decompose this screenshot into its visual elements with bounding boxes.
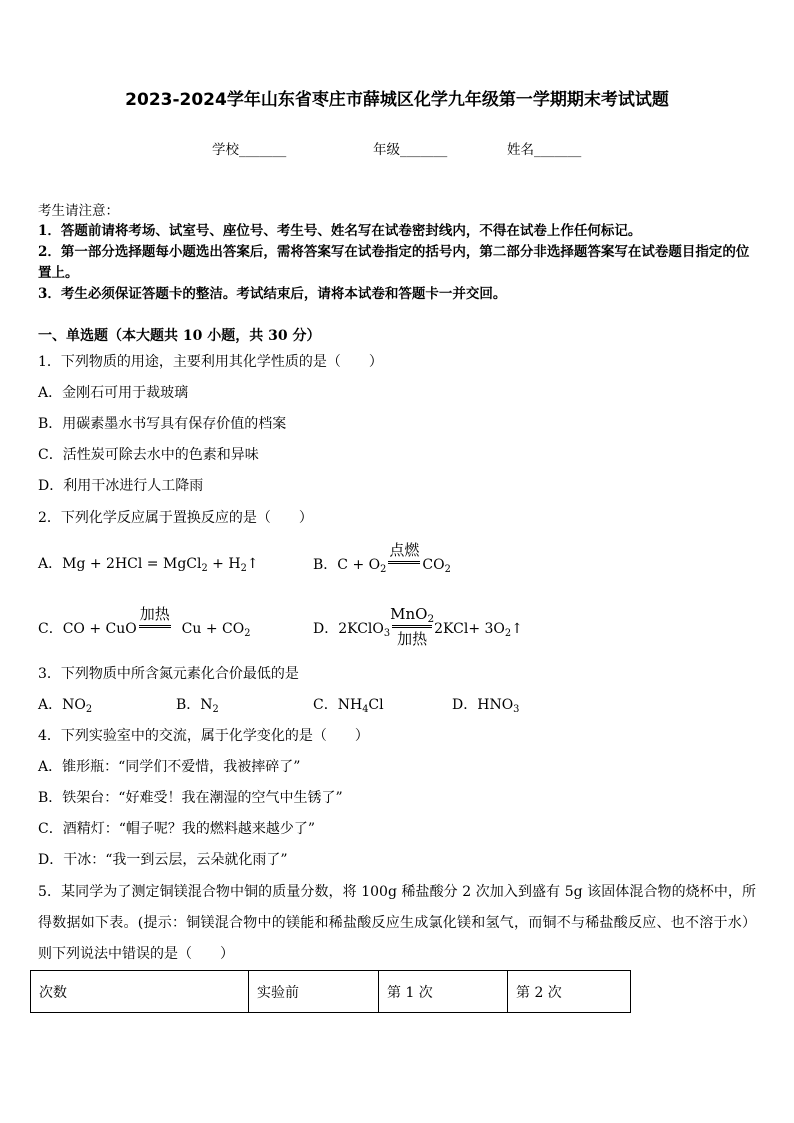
equation-reactants: 2KClO$_3$ bbox=[338, 621, 391, 639]
equation-reactants: $C + O_2$ bbox=[337, 557, 387, 575]
subscript: 2 bbox=[380, 563, 387, 575]
table-header-cell: 次数 bbox=[31, 971, 249, 1013]
table-header-cell: 第 2 次 bbox=[508, 971, 631, 1013]
question-1-option-d: D．利用干冰进行人工降雨 bbox=[38, 478, 204, 494]
subscript: 2 bbox=[244, 627, 251, 639]
question-3-stem: 3．下列物质中所含氮元素化合价最低的是 bbox=[38, 666, 299, 682]
school-field: 学校_______ bbox=[212, 142, 287, 158]
question-4-option-b: B．铁架台：“好难受！我在潮湿的空气中生锈了” bbox=[38, 790, 343, 806]
equation-products: $2KCl+ 3O_2↑$ bbox=[434, 621, 523, 639]
notice-item: 2．第一部分选择题每小题选出答案后，需将答案写在试卷指定的括号内，第二部分非选择题答案写在试卷题目指定的位置上。 bbox=[38, 244, 750, 281]
option-label: B． bbox=[313, 557, 338, 573]
question-2-option-a bbox=[38, 555, 259, 573]
subscript: 2 bbox=[427, 613, 435, 626]
option-label: D． bbox=[313, 621, 339, 637]
equation-products: $CO_2$ bbox=[422, 557, 451, 575]
subscript: 2 bbox=[504, 627, 512, 639]
equals-double-line bbox=[139, 625, 171, 628]
grade-field: 年级_______ bbox=[373, 142, 448, 158]
question-4-option-a: A．锥形瓶：“同学们不爱惜，我被摔碎了” bbox=[38, 759, 301, 775]
subscript: 2 bbox=[240, 562, 247, 574]
option-label: A． bbox=[38, 697, 63, 713]
table-header-cell: 第 1 次 bbox=[379, 971, 508, 1013]
option-label: A． bbox=[38, 556, 63, 572]
notice-item: 1．答题前请将考场、试室号、座位号、考生号、姓名写在试卷密封线内，不得在试卷上作任何标记。 bbox=[38, 223, 642, 239]
notice-heading: 考生请注意： bbox=[38, 203, 119, 219]
question-3-option-d bbox=[452, 696, 519, 714]
equals-double-line bbox=[388, 561, 420, 564]
condition-above: 加热 bbox=[139, 605, 170, 623]
reaction-condition bbox=[388, 541, 420, 569]
option-label: D． bbox=[452, 697, 478, 713]
chemical-formula: $NH_4Cl$ bbox=[337, 697, 384, 715]
question-2-stem: 2．下列化学反应属于置换反应的是（ ） bbox=[38, 510, 313, 526]
question-4-option-c: C．酒精灯：“帽子呢？我的燃料越来越少了” bbox=[38, 821, 316, 837]
option-label: B． bbox=[176, 697, 201, 713]
chemical-formula: $N_2$ bbox=[200, 697, 219, 715]
option-label: C． bbox=[313, 697, 338, 713]
reaction-condition bbox=[390, 605, 435, 648]
section-heading: 一、单选题（本大题共 10 小题，共 30 分） bbox=[38, 328, 321, 344]
name-field: 姓名_______ bbox=[507, 142, 582, 158]
question-3-option-c bbox=[313, 696, 384, 714]
equals-double-line bbox=[392, 625, 432, 628]
question-2-option-b bbox=[313, 541, 451, 575]
question-1-option-c: C．活性炭可除去水中的色素和异味 bbox=[38, 447, 259, 463]
question-4-option-d: D．干冰：“我一到云层，云朵就化雨了” bbox=[38, 852, 288, 868]
notice-list bbox=[38, 221, 756, 305]
table-row bbox=[31, 971, 631, 1013]
question-5 bbox=[30, 877, 756, 1013]
question-3-option-a bbox=[38, 696, 92, 714]
subscript: 3 bbox=[383, 627, 391, 639]
condition-below: 加热 bbox=[397, 630, 428, 648]
equation-text: Mg + 2HCl = MgCl$_2$ + $H_2↑$ bbox=[62, 556, 259, 574]
question-1-option-a: A．金刚石可用于裁玻璃 bbox=[38, 385, 189, 401]
reaction-condition bbox=[139, 605, 171, 633]
question-2-option-c bbox=[38, 605, 251, 639]
subscript: 3 bbox=[513, 703, 520, 715]
condition-above: MnO$_2$ bbox=[390, 605, 435, 626]
equation-reactants: CO + CuO bbox=[62, 621, 137, 637]
question-1-option-b: B．用碳素墨水书写具有保存价值的档案 bbox=[38, 416, 287, 432]
notice-item: 3．考生必须保证答题卡的整洁。考试结束后，请将本试卷和答题卡一并交回。 bbox=[38, 286, 507, 302]
subscript: 2 bbox=[85, 703, 93, 715]
condition-above: 点燃 bbox=[389, 541, 420, 559]
subscript: 2 bbox=[212, 703, 219, 715]
equation-products: $Cu + CO_2$ bbox=[172, 621, 251, 639]
data-table bbox=[30, 970, 631, 1013]
question-4-stem: 4．下列实验室中的交流，属于化学变化的是（ ） bbox=[38, 728, 369, 744]
exam-title: 2023-2024学年山东省枣庄市薛城区化学九年级第一学期期末考试试题 bbox=[125, 90, 669, 110]
table-header-cell: 实验前 bbox=[249, 971, 379, 1013]
subscript: 2 bbox=[444, 563, 451, 575]
question-2-option-d bbox=[313, 605, 523, 648]
question-1-stem: 1．下列物质的用途，主要利用其化学性质的是（ ） bbox=[38, 354, 383, 370]
question-5-stem: 5．某同学为了测定铜镁混合物中铜的质量分数，将 100g 稀盐酸分 2 次加入到盛有 5g 该固体混合物的烧杯中，所得数据如下表。(提示：铜镁混合物中的镁能和稀盐酸反应生成氯化镁和氢气，而铜不与稀盐酸反应、也不溶于水）则下列说法中错误的是（ ） bbox=[38, 884, 756, 962]
chemical-formula: $HNO_3$ bbox=[477, 697, 520, 715]
question-3-option-b bbox=[176, 696, 219, 714]
option-label: C． bbox=[38, 621, 63, 637]
subscript: 4 bbox=[362, 703, 369, 715]
subscript: 2 bbox=[201, 562, 208, 574]
chemical-formula: $NO_2$ bbox=[62, 697, 93, 715]
